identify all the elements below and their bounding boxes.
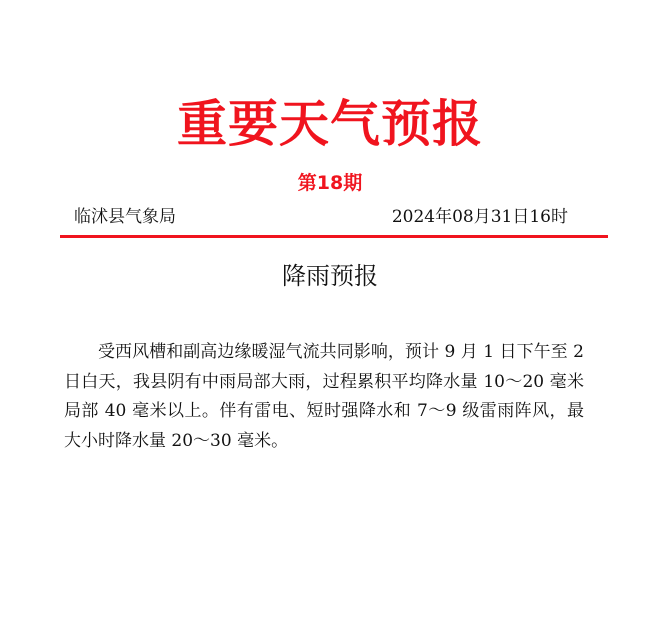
red-divider-line [60,235,608,238]
forecast-headline: 降雨预报 [282,262,378,290]
issue-number: 第18期 [297,172,363,194]
forecast-body-paragraph: 受西风槽和副高边缘暖湿气流共同影响，预计 9 月 1 日下午至 2 日白天，我县阴有中雨局部大雨，过程累积平均降水量 10～20 毫米局部 40 毫米以上。伴有雷电、短时强降水和 7～9 级雷雨阵风，最大小时降水量 20～30 毫米。 [64,342,584,451]
issuing-office: 临沭县气象局 [74,207,176,227]
issue-datetime: 2024年08月31日16时 [391,207,568,227]
document-title: 重要天气预报 [177,95,483,153]
